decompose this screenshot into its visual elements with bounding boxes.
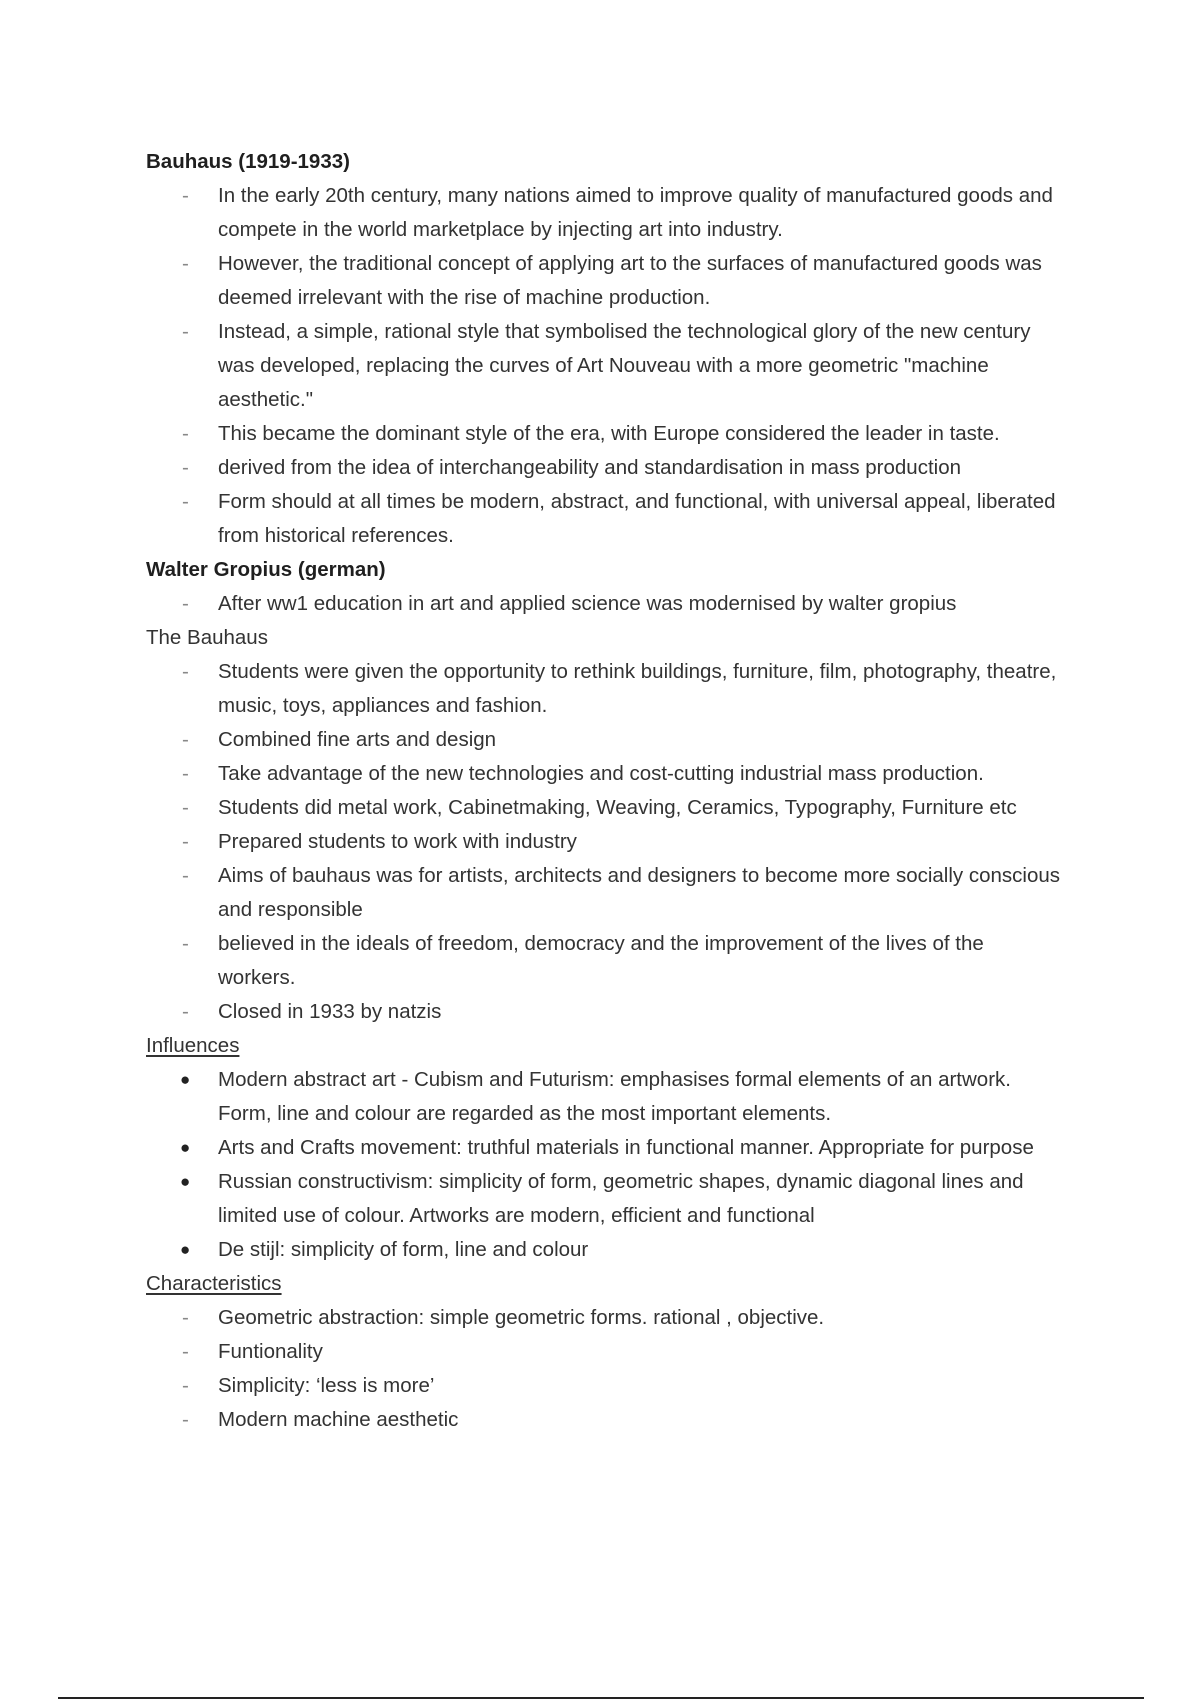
list-item-text: believed in the ideals of freedom, democracy and the improvement of the lives of the workers. [218, 932, 984, 989]
list-item [146, 451, 1066, 485]
list-item-text: Prepared students to work with industry [218, 830, 577, 853]
dash-marker: - [182, 932, 189, 955]
list-item [146, 1369, 1066, 1403]
section-heading-characteristics: Characteristics [146, 1272, 282, 1295]
list-item [146, 417, 1066, 451]
dash-marker: - [182, 252, 189, 275]
list-item [146, 723, 1066, 757]
list-item [146, 757, 1066, 791]
section-heading-walter-gropius: Walter Gropius (german) [146, 558, 386, 581]
list-item-text: Instead, a simple, rational style that symbolised the technological glory of the new century was developed, replacing the curves of Art Nouveau with a more geometric "machine aesthetic." [218, 320, 1031, 411]
dash-marker: - [182, 660, 189, 683]
list-item-text: Aims of bauhaus was for artists, architects and designers to become more socially conscious and responsible [218, 864, 1061, 921]
section-heading-bauhaus: Bauhaus (1919-1933) [146, 150, 350, 173]
list-item [146, 791, 1066, 825]
list-item-text: Arts and Crafts movement: truthful materials in functional manner. Appropriate for purpose [218, 1136, 1034, 1159]
document-page [146, 145, 1066, 1437]
the-bauhaus-list [146, 655, 1066, 1029]
dash-marker: - [182, 592, 189, 615]
list-item [146, 587, 1066, 621]
bullet-marker: ● [180, 1172, 191, 1191]
list-item [146, 1335, 1066, 1369]
list-item-text: Modern abstract art - Cubism and Futurism: emphasises formal elements of an artwork. Form, line and colour are regarded as the most important elements. [218, 1068, 1011, 1125]
bullet-marker: ● [180, 1138, 191, 1157]
dash-marker: - [182, 762, 189, 785]
dash-marker: - [182, 184, 189, 207]
list-item [146, 1063, 1066, 1131]
dash-marker: - [182, 1306, 189, 1329]
dash-marker: - [182, 1408, 189, 1431]
list-item-text: Students were given the opportunity to rethink buildings, furniture, film, photography, theatre, music, toys, appliances and fashion. [218, 660, 1057, 717]
dash-marker: - [182, 796, 189, 819]
dash-marker: - [182, 830, 189, 853]
bullet-marker: ● [180, 1240, 191, 1259]
list-item [146, 179, 1066, 247]
list-item-text: Form should at all times be modern, abstract, and functional, with universal appeal, liberated from historical references. [218, 490, 1056, 547]
dash-marker: - [182, 1000, 189, 1023]
list-item [146, 247, 1066, 315]
characteristics-list [146, 1301, 1066, 1437]
dash-marker: - [182, 728, 189, 751]
list-item [146, 655, 1066, 723]
dash-marker: - [182, 320, 189, 343]
list-item [146, 1131, 1066, 1165]
list-item-text: However, the traditional concept of applying art to the surfaces of manufactured goods was deemed irrelevant with the rise of machine production. [218, 252, 1042, 309]
list-item-text: derived from the idea of interchangeability and standardisation in mass production [218, 456, 961, 479]
list-item-text: This became the dominant style of the era, with Europe considered the leader in taste. [218, 422, 1000, 445]
section-heading-influences: Influences [146, 1034, 240, 1057]
list-item-text: Modern machine aesthetic [218, 1408, 459, 1431]
dash-marker: - [182, 422, 189, 445]
list-item-text: Russian constructivism: simplicity of form, geometric shapes, dynamic diagonal lines and limited use of colour. Artworks are modern, efficient and functional [218, 1170, 1024, 1227]
bauhaus-list [146, 179, 1066, 553]
list-item-text: After ww1 education in art and applied science was modernised by walter gropius [218, 592, 957, 615]
dash-marker: - [182, 1374, 189, 1397]
list-item-text: In the early 20th century, many nations aimed to improve quality of manufactured goods and compete in the world marketplace by injecting art into industry. [218, 184, 1053, 241]
list-item [146, 995, 1066, 1029]
list-item-text: Combined fine arts and design [218, 728, 497, 751]
list-item-text: Simplicity: ‘less is more’ [218, 1374, 435, 1397]
dash-marker: - [182, 456, 189, 479]
walter-gropius-list [146, 587, 1066, 621]
list-item-text: Students did metal work, Cabinetmaking, Weaving, Ceramics, Typography, Furniture etc [218, 796, 1017, 819]
influences-list [146, 1063, 1066, 1267]
list-item-text: De stijl: simplicity of form, line and colour [218, 1238, 589, 1261]
list-item-text: Take advantage of the new technologies and cost-cutting industrial mass production. [218, 762, 984, 785]
list-item [146, 315, 1066, 417]
list-item [146, 1301, 1066, 1335]
list-item [146, 927, 1066, 995]
list-item [146, 825, 1066, 859]
dash-marker: - [182, 864, 189, 887]
bullet-marker: ● [180, 1070, 191, 1089]
list-item-text: Funtionality [218, 1340, 323, 1363]
dash-marker: - [182, 1340, 189, 1363]
list-item [146, 1233, 1066, 1267]
list-item [146, 485, 1066, 553]
list-item [146, 859, 1066, 927]
dash-marker: - [182, 490, 189, 513]
list-item [146, 1165, 1066, 1233]
section-heading-the-bauhaus: The Bauhaus [146, 626, 268, 649]
list-item-text: Closed in 1933 by natzis [218, 1000, 442, 1023]
list-item-text: Geometric abstraction: simple geometric forms. rational , objective. [218, 1306, 825, 1329]
list-item [146, 1403, 1066, 1437]
bottom-divider [58, 1697, 1144, 1699]
